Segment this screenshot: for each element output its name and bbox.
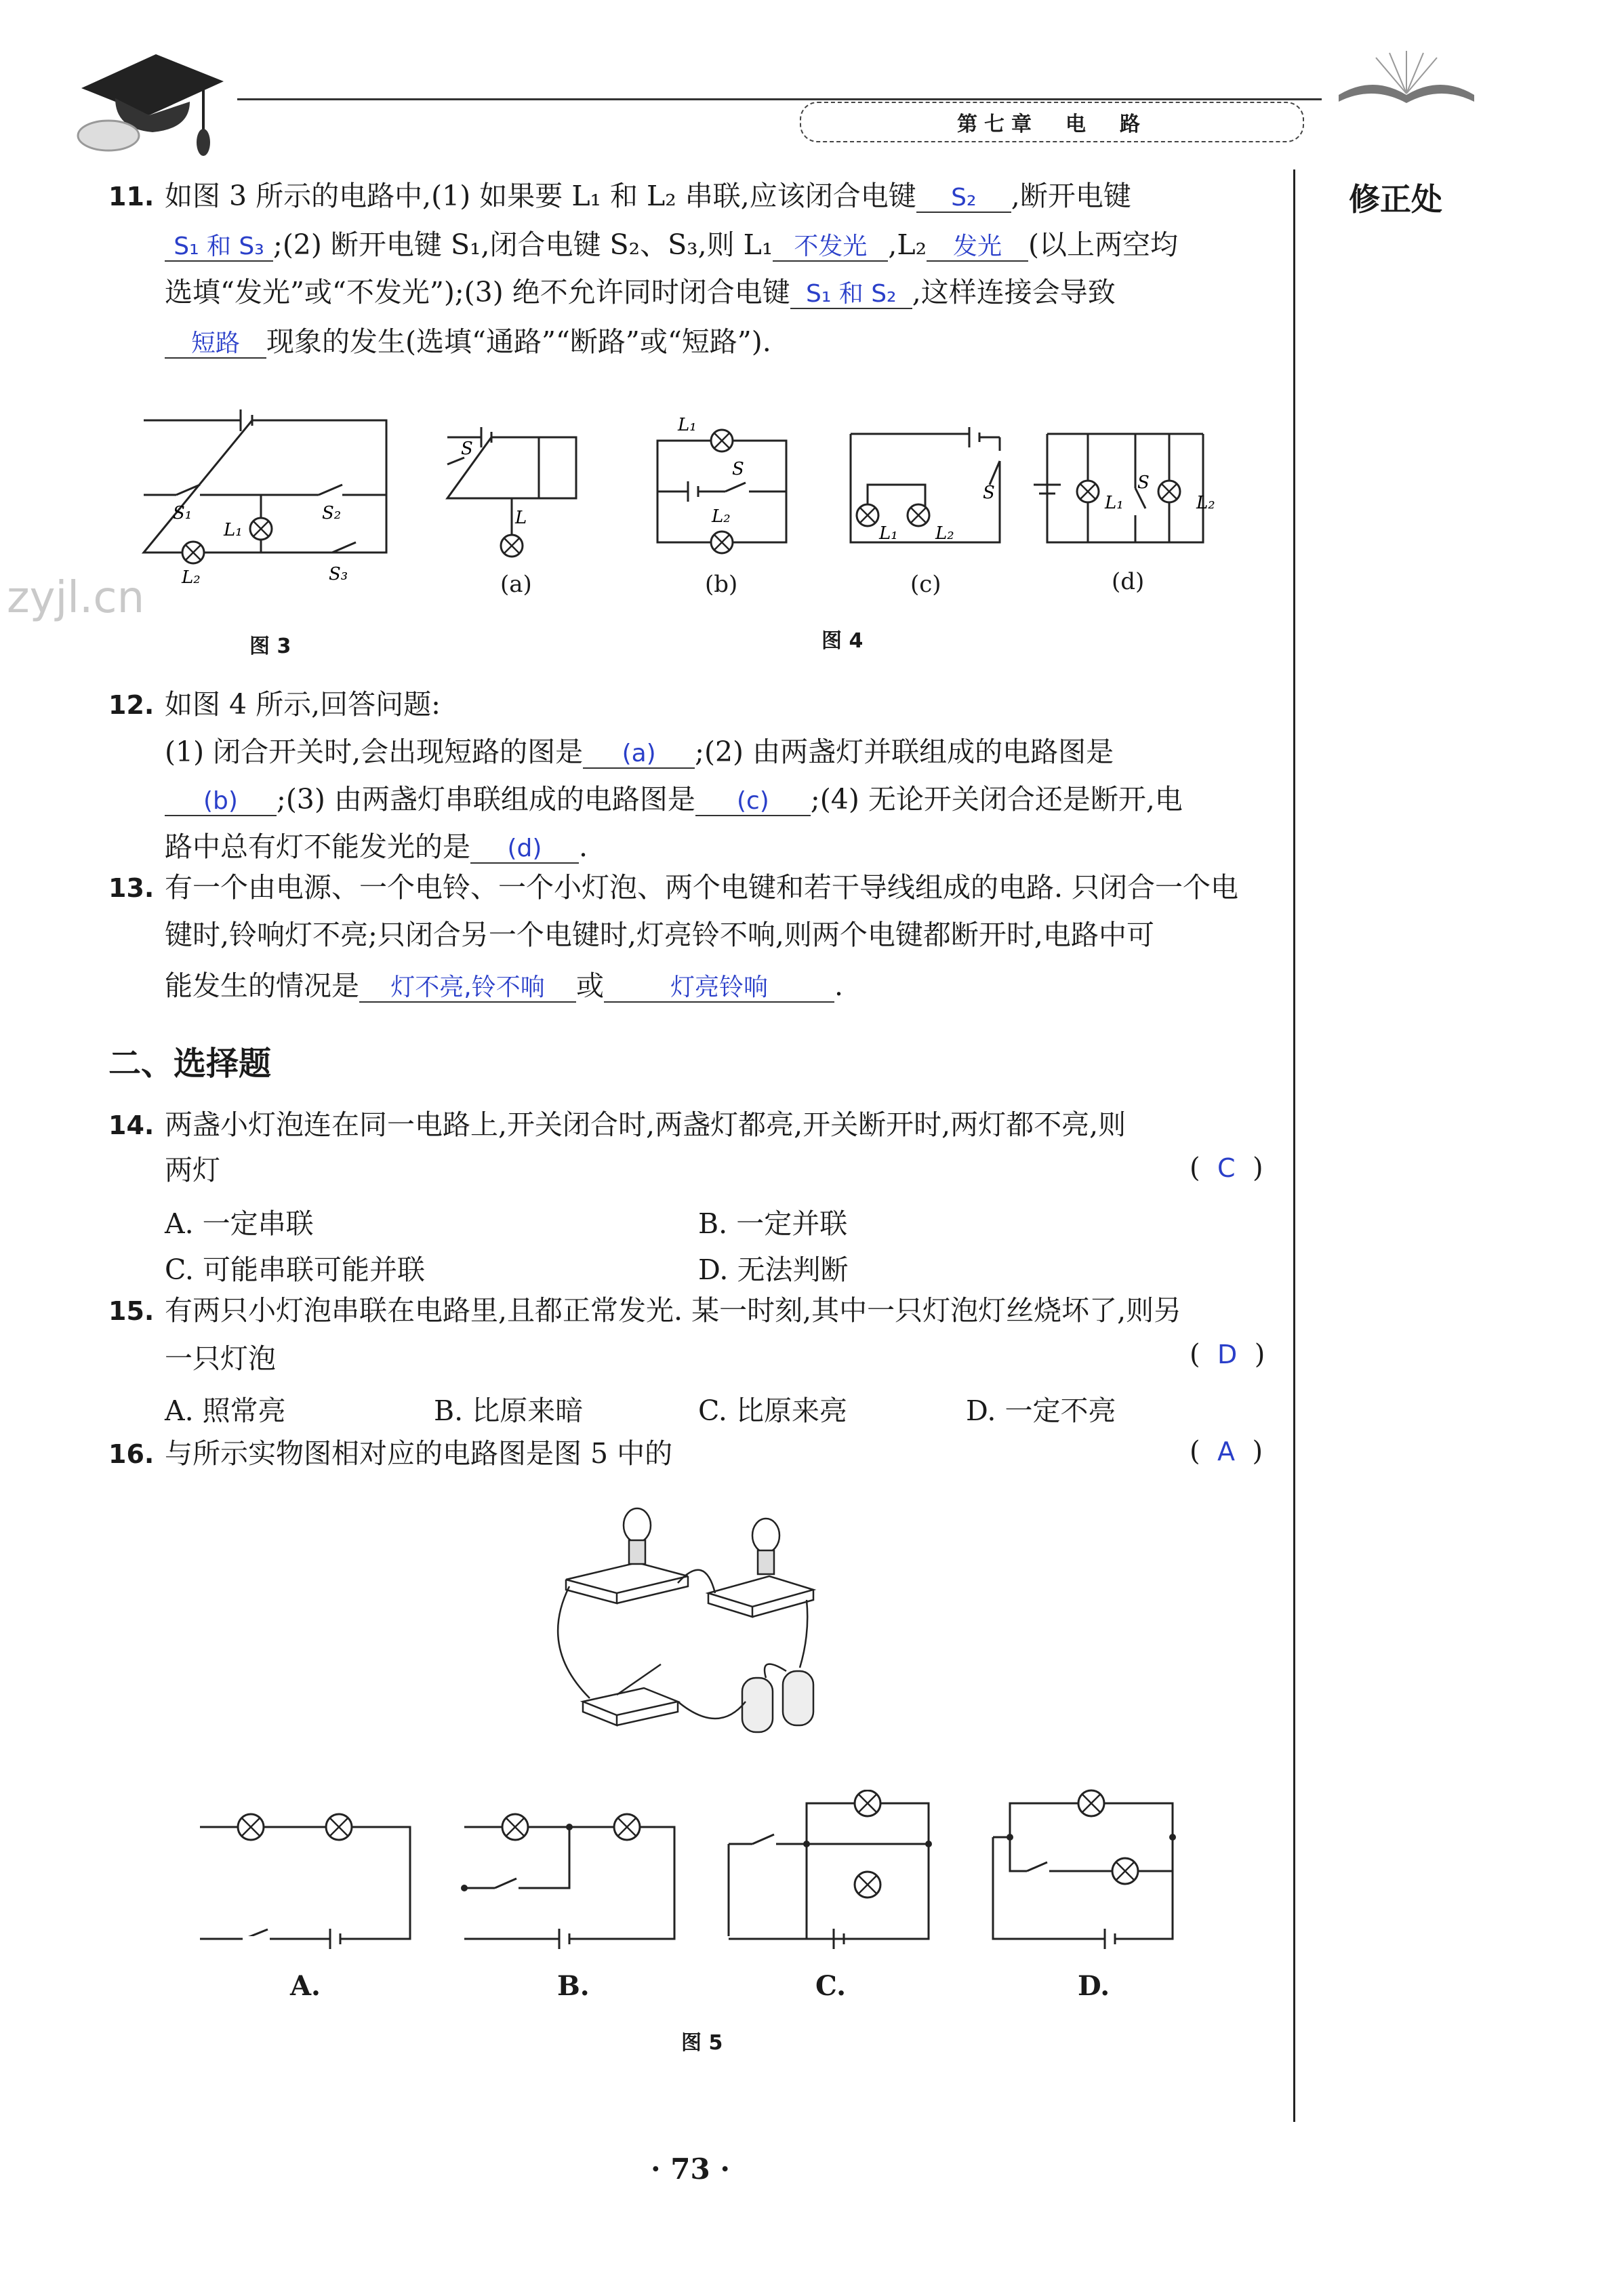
question-number: 16. [108, 1439, 155, 1469]
fig3-label-s3: S₃ [329, 564, 348, 584]
q11-line-4: 短路 现象的发生(选填“通路”“断路”或“短路”). [165, 322, 771, 361]
q12-line-4: 路中总有灯不能发光的是 (d) . [165, 830, 588, 863]
answer-blank[interactable]: (b) [165, 788, 277, 816]
answer-blank[interactable]: S₂ [916, 184, 1011, 213]
choice-answer[interactable]: D [1217, 1340, 1238, 1369]
q16-line-1: 与所示实物图相对应的电路图是图 5 中的 [165, 1437, 673, 1470]
answer-blank[interactable]: 灯不亮,铃不响 [359, 974, 576, 1003]
option[interactable]: A. 一定串联 [165, 1207, 314, 1240]
question-number: 11. [108, 182, 155, 212]
figure-4c-circuit [837, 420, 1013, 569]
q13-line-2: 键时,铃响灯不亮;只闭合另一个电键时,灯亮铃不响,则两个电键都断开时,电路中可 [165, 919, 1154, 951]
q13-line-1: 有一个由电源、一个电铃、一个小灯泡、两个电键和若干导线组成的电路. 只闭合一个电 [165, 871, 1239, 904]
figure-4-caption: 图 4 [821, 629, 864, 653]
answer-bracket: ( C ) [1190, 1152, 1263, 1184]
figure-4d-circuit [1027, 420, 1230, 556]
figure-5d-circuit [983, 1783, 1213, 1959]
q12-line-1: 如图 4 所示,回答问题: [165, 688, 441, 721]
answer-blank[interactable]: (a) [583, 740, 695, 769]
figure-3-caption: 图 3 [249, 635, 291, 658]
fig5-sub-caption: A. [290, 1970, 321, 2002]
fig3-label-l1: L₁ [224, 520, 243, 540]
fig4d-label-l1: L₁ [1105, 493, 1124, 513]
figure-5a-circuit [190, 1803, 420, 1959]
option[interactable]: C. 比原来亮 [698, 1394, 847, 1427]
page-number: · 73 · [651, 2152, 730, 2186]
fig4c-label-s: S [983, 483, 995, 503]
figure-3-circuit [136, 400, 407, 597]
q15-line-2: 一只灯泡 [165, 1342, 276, 1375]
q15-line-1: 有两只小灯泡串联在电路里,且都正常发光. 某一时刻,其中一只灯泡灯丝烧坏了,则另 [165, 1294, 1182, 1327]
q11-line-2: S₁ 和 S₃ ;(2) 断开电键 S₁,闭合电键 S₂、S₃,则 L₁ 不发光 ,L₂ 发光 (以上两空均 [165, 225, 1178, 264]
answer-bracket: ( D ) [1190, 1339, 1265, 1370]
fig5-sub-caption: D. [1078, 1970, 1110, 2002]
figure-5c-circuit [718, 1790, 949, 1959]
section-title: 二、选择题 [108, 1045, 272, 1083]
fig4c-label-l2: L₂ [935, 523, 954, 544]
physical-circuit-illustration [542, 1498, 854, 1763]
option[interactable]: B. 一定并联 [698, 1207, 848, 1240]
fig3-label-s2: S₂ [322, 503, 342, 523]
answer-blank[interactable]: (d) [470, 835, 579, 864]
figure-4a-circuit [434, 420, 590, 583]
mortarboard-logo [68, 27, 230, 163]
answer-blank[interactable]: 灯亮铃响 [604, 974, 834, 1003]
question-number: 12. [108, 690, 155, 720]
q11-line-1: 如图 3 所示的电路中,(1) 如果要 L₁ 和 L₂ 串联,应该闭合电键 S₂ ,断开电键 [165, 180, 1131, 212]
fig4a-label-s: S [461, 439, 473, 459]
question-number: 13. [108, 873, 155, 903]
choice-answer[interactable]: C [1217, 1153, 1236, 1183]
fig4b-label-s: S [732, 459, 744, 479]
margin-rule [1293, 169, 1295, 2122]
figure-4b-circuit [644, 407, 800, 569]
answer-blank[interactable]: 发光 [927, 233, 1028, 262]
watermark: zyjl.cn [7, 573, 145, 623]
q13-line-3: 能发生的情况是 灯不亮,铃不响 或 灯亮铃响 . [165, 969, 844, 1002]
open-book-logo [1335, 47, 1478, 108]
question-number: 14. [108, 1110, 155, 1140]
fig4d-label-s: S [1137, 473, 1150, 493]
chapter-title: 第七章 电 路 [800, 102, 1304, 142]
fig4-sub-caption: (c) [910, 571, 941, 598]
correction-label: 修正处 [1349, 181, 1442, 218]
fig3-label-l2: L₂ [182, 567, 201, 588]
answer-blank[interactable]: (c) [695, 788, 811, 816]
q14-line-1: 两盏小灯泡连在同一电路上,开关闭合时,两盏灯都亮,开关断开时,两灯都不亮,则 [165, 1108, 1126, 1141]
answer-bracket: ( A ) [1190, 1436, 1263, 1467]
fig4-sub-caption: (a) [500, 571, 532, 598]
figure-5-caption: 图 5 [681, 2031, 723, 2055]
fig4-sub-caption: (d) [1112, 568, 1145, 595]
q11-line-3: 选填“发光”或“不发光”);(3) 绝不允许同时闭合电键 S₁ 和 S₂ ,这样连接会导致 [165, 276, 1116, 308]
fig5-sub-caption: C. [815, 1970, 847, 2002]
fig5-sub-caption: B. [557, 1970, 590, 2002]
header-rule [237, 98, 1322, 100]
option[interactable]: A. 照常亮 [165, 1394, 286, 1427]
question-number: 15. [108, 1296, 155, 1326]
fig4d-label-l2: L₂ [1196, 493, 1215, 513]
fig4-sub-caption: (b) [705, 571, 738, 598]
option[interactable]: D. 无法判断 [698, 1253, 849, 1286]
option[interactable]: D. 一定不亮 [966, 1394, 1116, 1427]
fig3-label-s1: S₁ [173, 503, 192, 523]
answer-blank[interactable]: 短路 [165, 330, 266, 359]
option[interactable]: C. 可能串联可能并联 [165, 1253, 425, 1286]
fig4b-label-l2: L₂ [712, 506, 731, 527]
q14-line-2: 两灯 [165, 1154, 220, 1186]
q12-line-2: (1) 闭合开关时,会出现短路的图是 (a) ;(2) 由两盏灯并联组成的电路图是 [165, 736, 1114, 768]
fig4c-label-l1: L₁ [879, 523, 898, 544]
answer-blank[interactable]: S₁ 和 S₂ [790, 281, 912, 309]
option[interactable]: B. 比原来暗 [434, 1394, 584, 1427]
q12-line-3: (b) ;(3) 由两盏灯串联组成的电路图是 (c) ;(4) 无论开关闭合还是断开,电 [165, 780, 1183, 819]
figure-5b-circuit [454, 1803, 685, 1959]
answer-blank[interactable]: S₁ 和 S₃ [165, 233, 273, 262]
choice-answer[interactable]: A [1217, 1437, 1236, 1466]
answer-blank[interactable]: 不发光 [773, 233, 888, 262]
fig4b-label-l1: L₁ [678, 415, 697, 435]
fig4a-label-l: L [515, 508, 527, 528]
